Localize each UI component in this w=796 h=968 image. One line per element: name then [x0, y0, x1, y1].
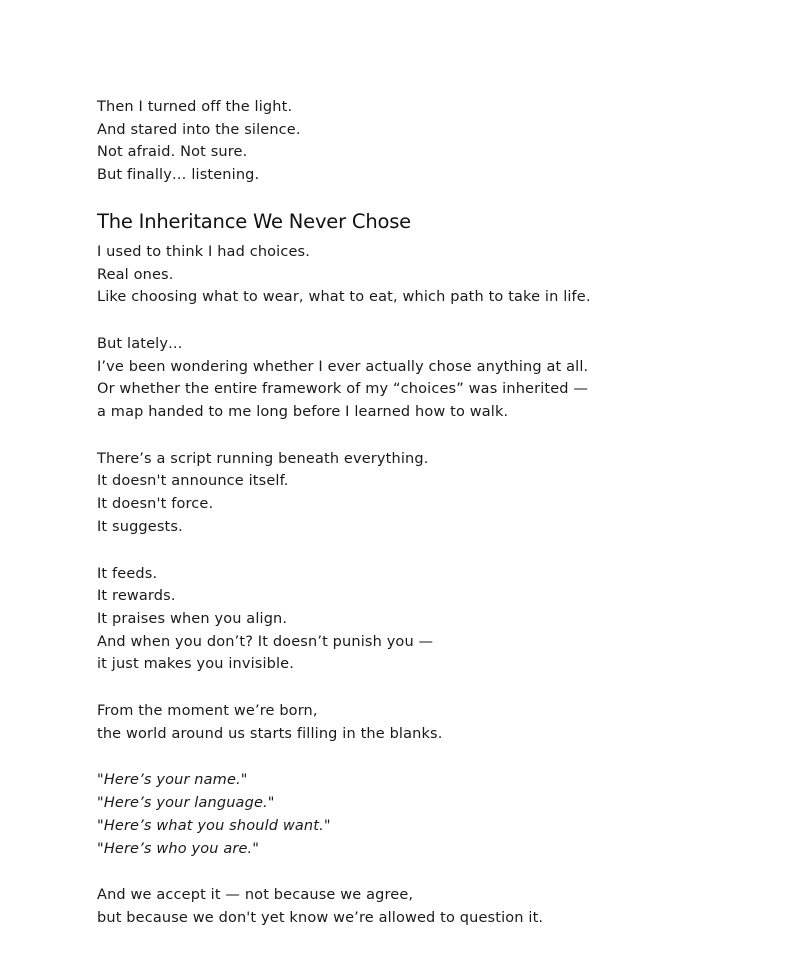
- text-line: It feeds.: [97, 565, 158, 582]
- text-line: it just makes you invisible.: [97, 656, 294, 673]
- quote-line: "Here’s your name.": [97, 772, 248, 789]
- text-line: And we accept it — not because we agree,: [97, 887, 414, 904]
- text-line: the world around us starts filling in the blanks.: [97, 725, 443, 742]
- text-line: but because we don't yet know we’re allowed to question it.: [97, 909, 544, 926]
- text-line: It rewards.: [97, 588, 176, 605]
- text-line: Like choosing what to wear, what to eat, which path to take in life.: [97, 289, 591, 306]
- quote-line: "Here’s who you are.": [97, 840, 260, 857]
- text-line: There’s a script running beneath everything.: [97, 450, 429, 467]
- text-line: It praises when you align.: [97, 610, 288, 627]
- quote-line: "Here’s your language.": [97, 795, 275, 812]
- text-line: It doesn't announce itself.: [97, 473, 289, 490]
- document-page: [97, 96, 757, 930]
- quote-line: "Here’s what you should want.": [97, 817, 331, 834]
- text-line: Or whether the entire framework of my “choices” was inherited —: [97, 381, 589, 398]
- text-line: And when you don’t? It doesn’t punish you —: [97, 633, 434, 650]
- quote-paragraph: [97, 769, 757, 860]
- text-line: I’ve been wondering whether I ever actually chose anything at all.: [97, 358, 589, 375]
- text-line: Then I turned off the light.: [97, 99, 293, 115]
- paragraph: [97, 448, 757, 539]
- text-line: From the moment we’re born,: [97, 703, 318, 720]
- paragraph: [97, 241, 757, 309]
- text-line: Real ones.: [97, 266, 174, 283]
- section-inheritance: [97, 209, 757, 930]
- paragraph: [97, 884, 757, 929]
- paragraph: [97, 700, 757, 745]
- text-line: And stared into the silence.: [97, 121, 301, 138]
- text-line: But lately…: [97, 335, 183, 352]
- intro-paragraph: [97, 96, 757, 187]
- text-line: Not afraid. Not sure.: [97, 144, 248, 161]
- text-line: I used to think I had choices.: [97, 243, 311, 260]
- section-heading: The Inheritance We Never Chose: [97, 209, 411, 233]
- paragraph: [97, 333, 757, 424]
- text-line: It suggests.: [97, 518, 183, 535]
- text-line: It doesn't force.: [97, 496, 214, 513]
- paragraph: [97, 563, 757, 677]
- text-line: But finally… listening.: [97, 167, 260, 184]
- text-line: a map handed to me long before I learned how to walk.: [97, 404, 509, 421]
